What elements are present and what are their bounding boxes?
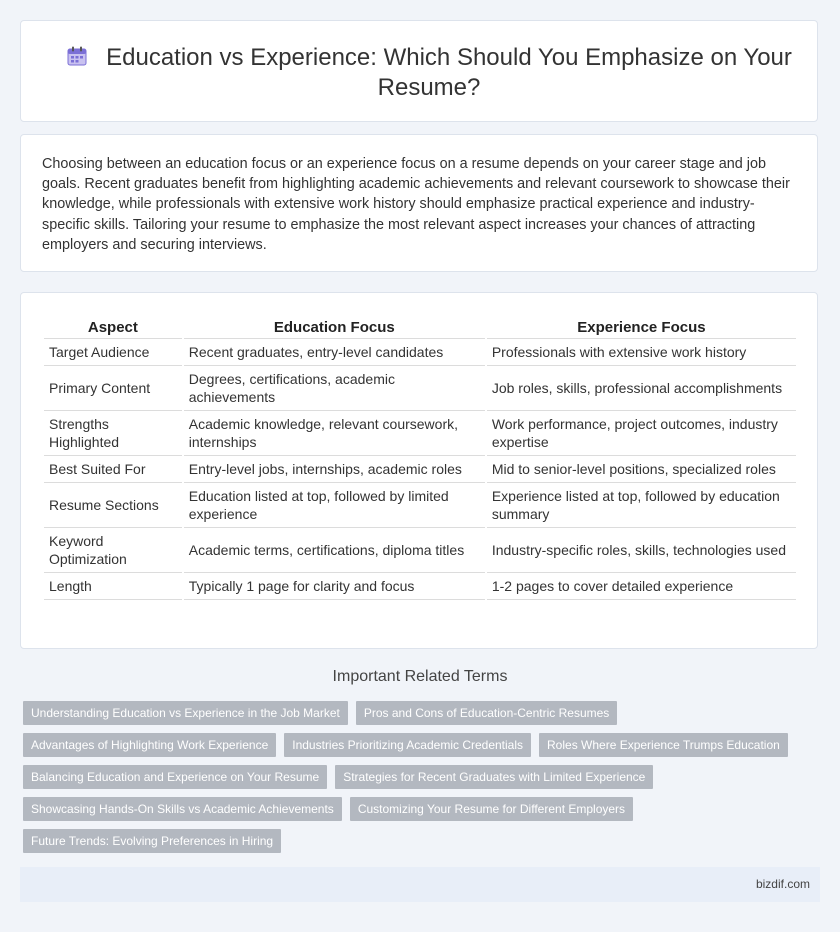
related-term-link[interactable]: Strategies for Recent Graduates with Limited Experience (335, 765, 653, 789)
page-title: Education vs Experience: Which Should You Emphasize on Your Resume? (106, 44, 792, 101)
related-term-link[interactable]: Showcasing Hands-On Skills vs Academic Achievements (23, 797, 342, 821)
experience-cell: Mid to senior-level positions, specialized roles (487, 456, 796, 483)
education-cell: Typically 1 page for clarity and focus (184, 573, 485, 600)
related-term-link[interactable]: Advantages of Highlighting Work Experience (23, 733, 276, 757)
education-cell: Recent graduates, entry-level candidates (184, 339, 485, 366)
table-row (44, 339, 796, 366)
intro-card (20, 134, 818, 272)
experience-cell: Experience listed at top, followed by education summary (487, 483, 796, 528)
footer (20, 867, 820, 902)
table-row (44, 366, 796, 411)
experience-cell: Job roles, skills, professional accomplishments (487, 366, 796, 411)
related-term-link[interactable]: Future Trends: Evolving Preferences in Hiring (23, 829, 281, 853)
aspect-cell: Length (44, 573, 182, 600)
related-term-link[interactable]: Understanding Education vs Experience in the Job Market (23, 701, 348, 725)
title-card (20, 20, 818, 122)
education-cell: Education listed at top, followed by limited experience (184, 483, 485, 528)
header-experience-focus: Experience Focus (487, 314, 796, 339)
education-cell: Academic knowledge, relevant coursework, internships (184, 411, 485, 456)
comparison-card (20, 292, 818, 649)
table-row (44, 483, 796, 528)
aspect-cell: Strengths Highlighted (44, 411, 182, 456)
aspect-cell: Primary Content (44, 366, 182, 411)
experience-cell: Work performance, project outcomes, industry expertise (487, 411, 796, 456)
related-term-link[interactable]: Customizing Your Resume for Different Employers (350, 797, 633, 821)
aspect-cell: Best Suited For (44, 456, 182, 483)
related-term-link[interactable]: Industries Prioritizing Academic Credentials (284, 733, 531, 757)
education-cell: Degrees, certifications, academic achievements (184, 366, 485, 411)
related-term-link[interactable]: Pros and Cons of Education-Centric Resumes (356, 701, 617, 725)
intro-paragraph: Choosing between an education focus or an experience focus on a resume depends on your career stage and job goals. Recent graduates benefit from highlighting academic achievements and relevant coursework to showcase their knowledge, while professionals with extensive work history should emphasize practical experience and industry-specific skills. Tailoring your resume to emphasize the most relevant aspect increases your chances of attracting employers and securing interviews. (42, 156, 790, 253)
calendar-icon (66, 45, 88, 67)
page-title-wrap (61, 43, 797, 103)
education-cell: Entry-level jobs, internships, academic roles (184, 456, 485, 483)
header-aspect: Aspect (44, 314, 182, 339)
table-row (44, 528, 796, 573)
header-education-focus: Education Focus (184, 314, 485, 339)
table-row (44, 411, 796, 456)
experience-cell: 1-2 pages to cover detailed experience (487, 573, 796, 600)
footer-brand-link[interactable]: bizdif.com (755, 877, 810, 891)
aspect-cell: Target Audience (44, 339, 182, 366)
education-cell: Academic terms, certifications, diploma titles (184, 528, 485, 573)
aspect-cell: Keyword Optimization (44, 528, 182, 573)
experience-cell: Industry-specific roles, skills, technologies used (487, 528, 796, 573)
table-row (44, 573, 796, 600)
aspect-cell: Resume Sections (44, 483, 182, 528)
table-row (44, 456, 796, 483)
table-header-row (44, 314, 796, 339)
related-term-link[interactable]: Roles Where Experience Trumps Education (539, 733, 788, 757)
related-terms-title: Important Related Terms (332, 668, 508, 685)
experience-cell: Professionals with extensive work history (487, 339, 796, 366)
related-term-link[interactable]: Balancing Education and Experience on Your Resume (23, 765, 327, 789)
related-terms-list (23, 701, 803, 853)
comparison-table (42, 314, 798, 600)
